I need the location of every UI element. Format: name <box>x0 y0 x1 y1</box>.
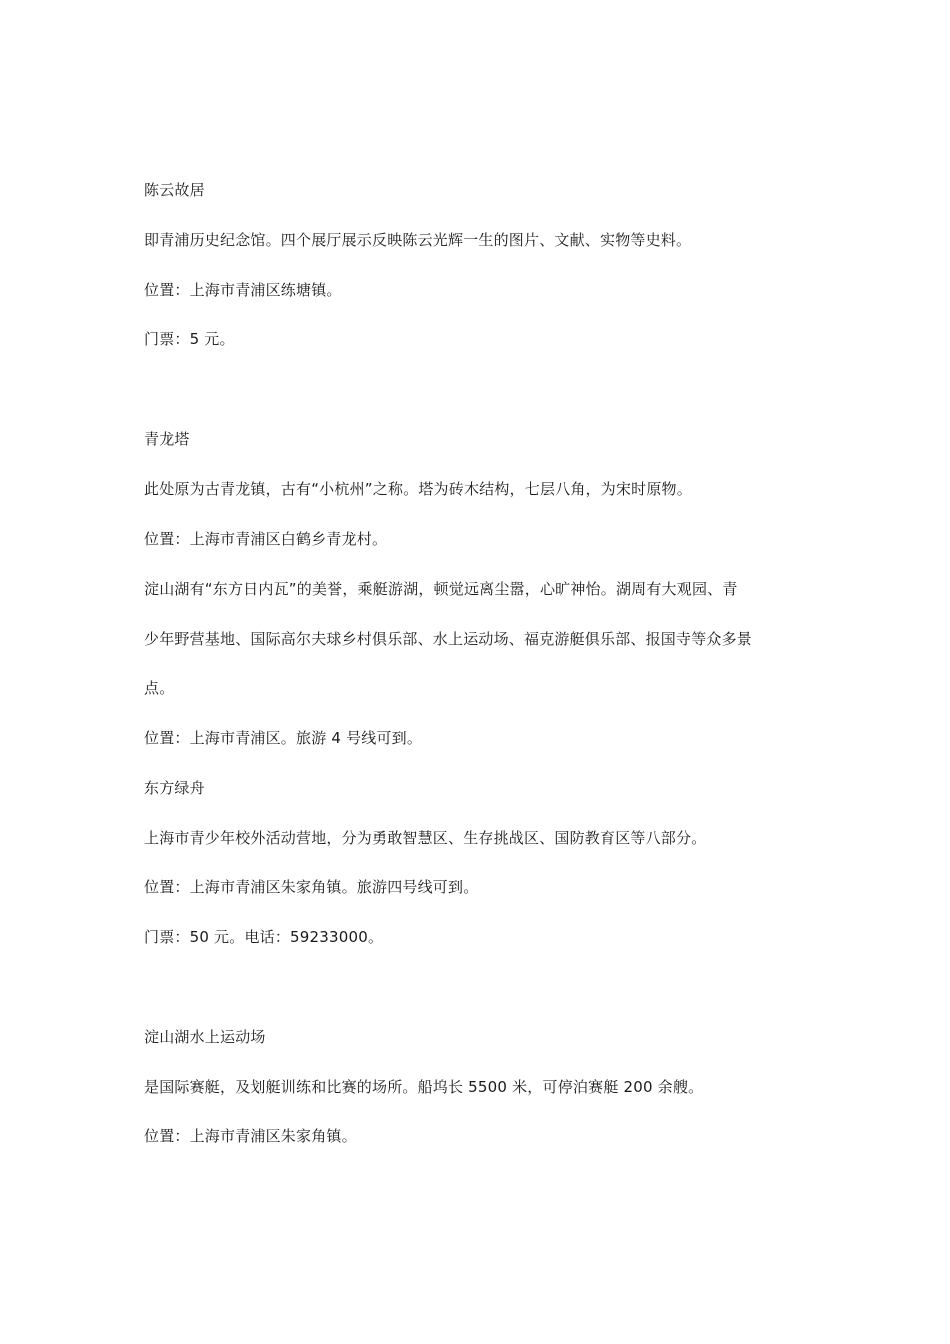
paragraph-dianshan-lake-location: 位置：上海市青浦区。旅游 4 号线可到。 <box>144 729 423 747</box>
paragraph-chen-yun-ticket: 门票：5 元。 <box>144 330 235 348</box>
paragraph-water-sports-description: 是国际赛艇，及划艇训练和比赛的场所。船坞长 5500 米，可停泊赛艇 200 余艘。 <box>144 1078 704 1096</box>
heading-dianshan-lake-water-sports: 淀山湖水上运动场 <box>144 1028 266 1046</box>
paragraph-qinglong-description: 此处原为古青龙镇，古有“小杭州”之称。塔为砖木结构，七层八角，为宋时原物。 <box>144 480 692 498</box>
paragraph-chen-yun-description: 即青浦历史纪念馆。四个展厅展示反映陈云光辉一生的图片、文献、实物等史料。 <box>144 231 692 249</box>
paragraph-dongfang-lvzhou-description: 上海市青少年校外活动营地，分为勇敢智慧区、生存挑战区、国防教育区等八部分。 <box>144 829 707 847</box>
paragraph-qinglong-location: 位置：上海市青浦区白鹤乡青龙村。 <box>144 530 388 548</box>
paragraph-dianshan-lake-line-1: 淀山湖有“东方日内瓦”的美誉，乘艇游湖，顿觉远离尘嚣，心旷神怡。湖周有大观园、青 <box>144 580 738 598</box>
heading-chen-yun-former-residence: 陈云故居 <box>144 181 205 199</box>
paragraph-dongfang-lvzhou-ticket-phone: 门票：50 元。电话：59233000。 <box>144 928 384 946</box>
heading-qinglong-pagoda: 青龙塔 <box>144 430 190 448</box>
heading-dongfang-lvzhou: 东方绿舟 <box>144 779 205 797</box>
paragraph-dianshan-lake-line-3: 点。 <box>144 679 175 697</box>
paragraph-dianshan-lake-line-2: 少年野营基地、国际高尔夫球乡村俱乐部、水上运动场、福克游艇俱乐部、报国寺等众多景 <box>144 630 753 648</box>
paragraph-dongfang-lvzhou-location: 位置：上海市青浦区朱家角镇。旅游四号线可到。 <box>144 878 479 896</box>
paragraph-water-sports-location: 位置：上海市青浦区朱家角镇。 <box>144 1127 357 1145</box>
paragraph-chen-yun-location: 位置：上海市青浦区练塘镇。 <box>144 281 342 299</box>
